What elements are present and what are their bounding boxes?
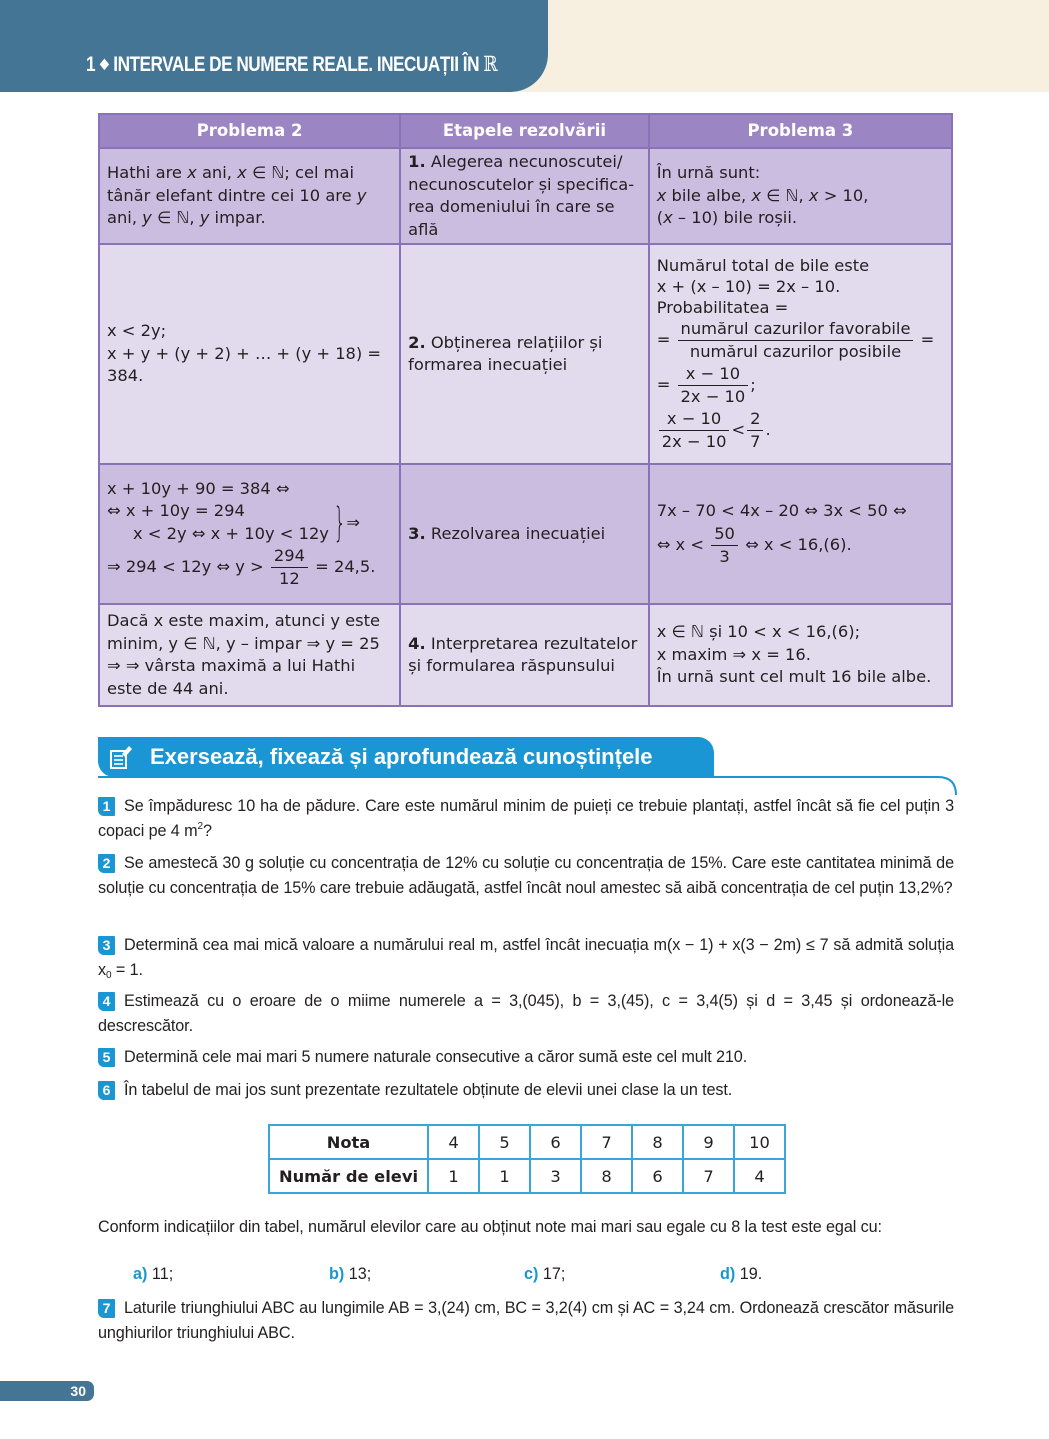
count-cell: 3 xyxy=(530,1159,581,1193)
fraction: $\frac{\text{numărul cazurilor favorabile}}{\text{numărul cazurilor posibile}}$ xyxy=(678,318,914,363)
answer-d: d) 19. xyxy=(720,1265,763,1283)
step-number: 2. xyxy=(408,332,426,352)
p2-step3-cell: x + 10y + 90 = 384 ⇔ ⇔ x + 10y = 294 x < 2y ⇔ x + 10y < 12y } ⇒ ⇒ 294 < 12y ⇔ y > $\frac{294}{12}$ = 24,5. xyxy=(99,464,400,604)
students-row xyxy=(269,1159,785,1193)
fraction: $\frac{50}{3}$ xyxy=(711,523,738,568)
chapter-title-text: INTERVALE DE NUMERE REALE. INECUAȚII ÎN xyxy=(113,53,480,76)
chapter-tab xyxy=(0,0,548,92)
exercise-1: 1 Se împăduresc 10 ha de pădure. Care este numărul minim de puieți ce trebuie plantați, astfel încât să fie cel puțin 3 copaci pe 4 $m^2$? xyxy=(98,797,954,840)
fraction: $\frac{294}{12}$ xyxy=(271,545,308,590)
step-number: 1. xyxy=(408,152,426,171)
grade-cell: 9 xyxy=(683,1125,734,1159)
p2-step1-cell: Hathi are x ani, x ∈ ℕ; cel mai tânăr elefant dintre cei 10 are y ani, y ∈ ℕ, y impar. xyxy=(99,148,400,244)
page-number-tab xyxy=(0,1381,94,1401)
chapter-number: 1 xyxy=(86,53,96,76)
grade-cell: 10 xyxy=(734,1125,785,1159)
step2-cell xyxy=(400,244,649,464)
table-row xyxy=(99,464,952,604)
p3-step3-cell: 7x – 70 < 4x – 20 ⇔ 3x < 50 ⇔ ⇔ x < $\frac{50}{3}$ ⇔ x < 16,(6). xyxy=(649,464,952,604)
solution-table xyxy=(98,113,953,707)
exercise-number-badge: 1 xyxy=(98,797,115,816)
step-text: Interpretarea rezultatelor și formularea răspunsului xyxy=(408,633,638,675)
notepad-pencil-icon xyxy=(110,745,132,769)
diamond-icon: ◆ xyxy=(100,55,109,71)
p2-step4-cell: Dacă x este maxim, atunci y este minim, y ∈ ℕ, y – impar ⇒ y = 25 ⇒ ⇒ vârsta maximă a lui Hathi este de 44 ani. xyxy=(99,604,400,706)
exercise-6: 6 În tabelul de mai jos sunt prezentate rezultatele obținute de elevii unei clase la un test. xyxy=(98,1078,954,1103)
fraction: $\frac{x - 10}{2x - 10}$ xyxy=(659,408,730,453)
header-etapele: Etapele rezolvării xyxy=(400,114,649,148)
count-cell: 7 xyxy=(683,1159,734,1193)
table-header-row xyxy=(99,114,952,148)
answer-a: a) 11; xyxy=(133,1265,174,1283)
grades-table xyxy=(268,1124,786,1194)
exercise-number-badge: 2 xyxy=(98,854,115,873)
p3-step4-cell: x ∈ ℕ și 10 < x < 16,(6); x maxim ⇒ x = 16. În urnă sunt cel mult 16 bile albe. xyxy=(649,604,952,706)
answer-b: b) 13; xyxy=(329,1265,372,1283)
header-problema-3: Problema 3 xyxy=(649,114,952,148)
exercise-2: 2 Se amestecă 30 g soluție cu concentrația de 12% cu soluție cu concentrația de 15%. Care este cantitatea minimă de soluție cu concentrația de 15% care trebuie adăugată, astfel încât noul amestec să aibă concentrația de cel puțin 13,2%? xyxy=(98,854,954,897)
grades-row xyxy=(269,1125,785,1159)
step-text: Obținerea relațiilor și formarea inecuației xyxy=(408,332,603,374)
section-header xyxy=(98,737,714,777)
table-row xyxy=(99,604,952,706)
header-problema-2: Problema 2 xyxy=(99,114,400,148)
step1-cell xyxy=(400,148,649,244)
p3-step1-cell: În urnă sunt: x bile albe, x ∈ ℕ, x > 10, (x – 10) bile roșii. xyxy=(649,148,952,244)
grade-cell: 5 xyxy=(479,1125,530,1159)
exercise-5: 5 Determină cele mai mari 5 numere naturale consecutive a căror sumă este cel mult 210. xyxy=(98,1045,954,1070)
question-6-text: Conform indicațiilor din tabel, numărul elevilor care au obținut note mai mari sau egale cu 8 la test este egal cu: xyxy=(98,1218,882,1236)
exercise-4: 4 Estimează cu o eroare de o miime numerele a = 3,(045), b = 3,(45), c = 3,4(5) și d = 3,45 și ordonează-le descrescător. xyxy=(98,992,954,1035)
step-number: 3. xyxy=(408,523,426,543)
fraction: $\frac{x - 10}{2x - 10}$ xyxy=(678,363,749,408)
table-row xyxy=(99,244,952,464)
grade-cell: 8 xyxy=(632,1125,683,1159)
fraction: $\frac{2}{7}$ xyxy=(747,408,763,453)
row-header-elevi: Număr de elevi xyxy=(269,1159,428,1193)
exercise-7: 7 Laturile triunghiului ABC au lungimile AB = 3,(24) cm, BC = 3,2(4) cm și AC = 3,24 cm. Ordonează crescător măsurile unghiurilor triunghiului ABC. xyxy=(98,1299,954,1342)
row-header-nota: Nota xyxy=(269,1125,428,1159)
grade-cell: 4 xyxy=(428,1125,479,1159)
step4-cell xyxy=(400,604,649,706)
exercise-number-badge: 4 xyxy=(98,992,115,1011)
exercise-number-badge: 7 xyxy=(98,1299,115,1318)
section-title: Exersează, fixează și aprofundează cunoștințele xyxy=(150,744,653,769)
step-text: Alegerea necunoscutei/ necunoscutelor și specifica-rea domeniului în care se află xyxy=(408,152,635,239)
grade-cell: 7 xyxy=(581,1125,632,1159)
grade-cell: 6 xyxy=(530,1125,581,1159)
real-numbers-symbol: ℝ xyxy=(483,52,498,76)
exercise-number-badge: 6 xyxy=(98,1081,115,1100)
p2-step2-cell: x < 2y; x + y + (y + 2) + … + (y + 18) = 384. xyxy=(99,244,400,464)
p3-step2-cell: Numărul total de bile este x + (x – 10) = 2x – 10. Probabilitatea = = $\frac{\text{numărul cazurilor favorabile}}{\text{numărul cazurilor posibile}}$ = = $\frac{x - 10}{2x - 10}$ ; $\frac{x - 10}{2x - 10}$ < $\frac{2}{7}$ . xyxy=(649,244,952,464)
answer-c: c) 17; xyxy=(524,1265,566,1283)
exercise-number-badge: 5 xyxy=(98,1048,115,1067)
step-text: Rezolvarea inecuației xyxy=(425,523,606,543)
exercise-3: 3 Determină cea mai mică valoare a numărului real m, astfel încât inecuația m(x − 1) + x(3 − 2m) ≤ 7 să admită soluția $x_0 = 1$. xyxy=(98,936,954,981)
right-brace-icon: } xyxy=(333,499,347,546)
table-row xyxy=(99,148,952,244)
page-number: 30 xyxy=(70,1383,86,1399)
count-cell: 6 xyxy=(632,1159,683,1193)
count-cell: 1 xyxy=(479,1159,530,1193)
step3-cell xyxy=(400,464,649,604)
exercise-number-badge: 3 xyxy=(98,936,115,955)
count-cell: 4 xyxy=(734,1159,785,1193)
count-cell: 1 xyxy=(428,1159,479,1193)
count-cell: 8 xyxy=(581,1159,632,1193)
step-number: 4. xyxy=(408,633,426,653)
chapter-title xyxy=(86,52,497,77)
